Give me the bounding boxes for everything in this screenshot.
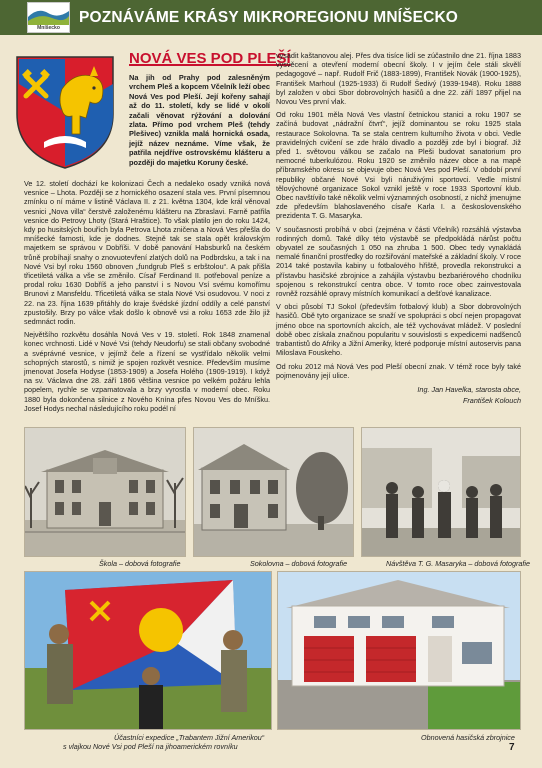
paragraph: Největšího rozkvětu dosáhla Nová Ves v 19. století. Rok 1848 znamenal konec vrchnosti. Lidé v Nové Vsi (tehdy Neudorfu) se stali občany svobodné a svéprávné vesnice, v jejímž čele a řízení se vystřídalo několik velmi schopných starostů, s nimiž je spojen rozkvět vesnice. Především musíme jmenovat Josefa Hodyse (1853-1909) a Josefa Holého (1909-1919). I když na sv. Václava dne 28. září 1866 většina vesnice po velkém požáru lehla popelem, rychle se vzpamatovala a brzy vyrostla v moderní obec. Roku 1880 byla dokončena silnice z Nového Knína přes Novou Ves do Mníšku. Josef Hodys nechal následujícího roku podél ní bbox=[24, 330, 270, 413]
paragraph: Od roku 2012 má Nová Ves pod Pleší obecní znak. V témž roce byly také pojmenovány její ulice. bbox=[276, 361, 521, 380]
expedition-caption-line2: s vlajkou Nové Vsi pod Pleší na jihoamerickém rovníku bbox=[63, 742, 238, 751]
paragraph: V obci působí TJ Sokol (především fotbalový klub) a Sbor dobrovolných hasičů. Obě tyto organizace se snaží ve spolupráci s obcí nejen propagovat jméno obce na sportovních akcích, ale též vychovávat mládež. V poslední době obec získala značnou popularitu v souvislosti s expedicemi nadšenců trabantistů do Afriky a Jižní Ameriky, které podporuje místní autoservis pana Miloslava Fouskeho. bbox=[276, 302, 521, 358]
page-number: 7 bbox=[509, 742, 515, 753]
signature bbox=[276, 384, 521, 407]
coat-of-arms-icon bbox=[14, 54, 116, 170]
left-column bbox=[24, 179, 270, 417]
expedition-photo bbox=[24, 571, 272, 730]
paragraph: Od roku 1901 měla Nová Ves vlastní četnickou stanici a roku 1907 se začíná budovat „nádražní čtvrť“, jejíž dominantou se roku 1925 stala restaurace Sokolovna. Ta se stala centrem kulturního života v obci. Vedle pravidelných cvičení se zde hrálo divadlo a později zde byl i biograf. Již před 1. světovou válkou se začalo na Pleši budovat sanatorium pro nemocné tuberkulózou. Roku 1920 se změnilo název obce a na mapě příbramského okresu se objevuje obec Nová Ves pod Pleší. V období první republiky občané Nové Vsi byli náruživými sportovci. Vedle místní tělovýchovné organizace Sokol vznikl ještě v roce 1933 Sportovní klub. Obec navštívilo také několik velmi významných osobností, z nichž jmenujme zde především blahoslaveného císaře Karla I. a československého prezidenta T. G. Masaryka. bbox=[276, 110, 521, 221]
signature-line: František Kolouch bbox=[462, 396, 521, 406]
masaryk-caption: Návštěva T. G. Masaryka – dobová fotografie bbox=[386, 559, 530, 568]
article-title: NOVÁ VES POD PLEŠÍ bbox=[129, 50, 291, 67]
mnisecko-logo bbox=[27, 2, 70, 33]
fire-station-caption: Obnovená hasičská zbrojnice bbox=[421, 733, 515, 742]
paragraph: Ve 12. století dochází ke kolonizaci Čech a nedaleko osady vzniká nová vesnice – Lhota. Později se z hornického osazení stala ves. První písemnou zmínku o ní máme v listině Václava II. z 21. května 1304, kde král věnoval vesnici „Nova villa“ čerstvě založenému klášteru na Zbraslavi. Farně patřila vesnice do Petrovy Lhoty (Stará Hraštice). To však platilo jen do roku 1424, kdy po husitských bouřích byla Petrova Lhota zničena a Nová Ves přešla do mníšecké farnosti, kde je dodnes. Stejně tak se stala opět královským majetkem se správou v Dobříši. V době panování Habsburků na českém trůně probíhají snahy o znovuotevření zlatých dolů na Podbrdsku, a tak i na Nové Vsi byl roku 1560 obnoven „fundgrub Pleš s erbštolou“. A pak přišla třicetiletá válka a vše se změnilo. Císař Ferdinand II. potřeboval peníze a prodal roku 1630 Dobříš a jeho panství i s Novou Vsí svému komořímu Brunovi z Mansfeldu. Třicetiletá válka se stala Nové Vsi osudovou. V noci z 22. na 23. října 1639 přitáhly do kraje švédské jízdní oddíly a celé panství zpustošily. Brzy po válce však došlo k obnově vsi a roku 1653 zde žilo již sedmnáct rodin. bbox=[24, 179, 270, 327]
landscape-logo-icon bbox=[28, 3, 69, 25]
fire-station-photo bbox=[277, 571, 521, 730]
right-column bbox=[276, 51, 521, 407]
paragraph: V současnosti probíhá v obci (zejména v části Včelník) rozsáhlá výstavba rodinných domů. Také díky této výstavbě se předpokládá nárůst počtu obyvatel ze současných 1 050 na zhruba 1 500. Obec tedy vynakládá nemalé finanční prostředky do rozšiřování mateřské a základní školy. V roce 2014 také postavila kabiny u fotbalového hřiště, provedla rekonstrukci a přístavbu hasičské zbrojnice a zahájila výstavbu bezbariérového chodníku spojenou s rekonstrukcí centra obce. V tomto roce obec zainvestovala rovněž rozsáhlé opravy místních komunikací a dešťové kanalizace. bbox=[276, 224, 521, 299]
sokolovna-caption: Sokolovna – dobová fotografie bbox=[250, 559, 348, 568]
masaryk-visit-photo bbox=[361, 427, 521, 557]
sokolovna-photo bbox=[193, 427, 354, 557]
header-title: POZNÁVÁME KRÁSY MIKROREGIONU MNÍŠECKO bbox=[79, 9, 459, 26]
logo-text: Mníšecko bbox=[37, 25, 60, 31]
school-photo bbox=[24, 427, 186, 557]
paragraph: vysadit kaštanovou alej. Přes dva tisíce lidí se zúčastnilo dne 21. října 1883 vysvěcení a otevření moderní obecní školy. I v jejím čele stáli skvělí pedagogové – např. Rudolf Frič (1883-1899), František Novák (1900-1925), František Marhoul (1925-1933) či Rudolf Šedivý (1939-1948). Roku 1888 byl založen v obci Sbor dobrovolných hasičů a dne 22. září 1897 přijel na Novou Ves první vlak. bbox=[276, 51, 521, 107]
school-caption: Škola – dobová fotografie bbox=[99, 559, 181, 568]
signature-line: Ing. Jan Havelka, starosta obce, bbox=[417, 384, 521, 394]
page-header bbox=[0, 0, 542, 35]
expedition-caption-line1: Účastníci expedice „Trabantem Jižní Amerikou“ bbox=[114, 733, 265, 742]
article-lead: Na jih od Prahy pod zalesněným vrchem Pleš a kopcem Včelník leží obec Nová Ves pod Pleší. Její kořeny sahají až do 11. století, kdy se lidé v okolí začali věnovat rýžování a dolování zlata. Přímo pod vrchem Pleš (tehdy Plešivec) vznikla malá hornická osada, jejíž název neznáme. Víme však, že patřila nejdříve ostrovskému klášteru a později do majetku Koruny české. bbox=[129, 73, 270, 167]
